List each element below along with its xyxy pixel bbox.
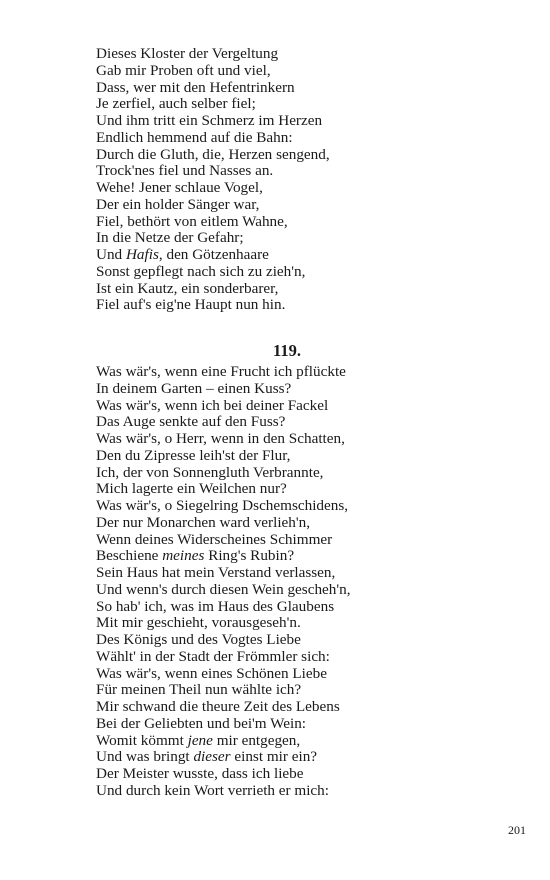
poem-line: Dieses Kloster der Vergeltung [96,45,279,62]
poem-line: Den du Zipresse leih'st der Flur, [96,446,291,464]
emphasized-word: jene [187,731,213,749]
emphasized-word: Hafis [125,246,159,263]
poem-line: In deinem Garten – einen Kuss? [96,379,292,397]
poem-line: Dass, wer mit den Hefentrinkern [96,78,295,96]
poem-line: Das Auge senkte auf den Fuss? [96,413,286,431]
poem-line: Mit mir geschieht, vorausgeseh'n. [96,614,301,632]
poem-line: Wählt' in der Stadt der Frömmler sich: [96,647,330,665]
poem-line: Trock'nes fiel und Nasses an. [96,162,274,180]
poem-line: Was wär's, wenn eines Schönen Liebe [96,664,327,682]
poem-line: Der nur Monarchen ward verlieh'n, [96,513,311,531]
poem-line: Mich lagerte ein Weilchen nur? [96,480,287,498]
poem-line: Sonst gepflegt nach sich zu zieh'n, [96,262,306,280]
poem-line: Für meinen Theil nun wählte ich? [96,681,302,699]
poem-line: Was wär's, o Herr, wenn in den Schatten, [96,430,345,447]
poem-line: Bei der Geliebten und bei'm Wein: [96,714,307,732]
poem-line: Ist ein Kautz, ein sonderbarer, [96,279,279,297]
poem-number: 119. [273,341,301,360]
poem-line: Mir schwand die theure Zeit des Lebens [96,698,340,715]
poem-line: Des Königs und des Vogtes Liebe [96,631,301,648]
poem-line: Was wär's, o Siegelring Dschemschidens, [96,497,349,514]
poem-line: Was wär's, wenn eine Frucht ich pflückte [96,363,346,380]
poem-119-text [96,364,351,800]
emphasized-word: meines [162,547,205,565]
poem-line: Der ein holder Sänger war, [96,195,260,213]
poem-line: Und durch kein Wort verrieth er mich: [96,781,329,799]
poem-line: Was wär's, wenn ich bei deiner Fackel [96,396,329,414]
poem-line: Wehe! Jener schlaue Vogel, [96,179,263,196]
poem-line: Fiel auf's eig'ne Haupt nun hin. [96,296,286,314]
poem-line: Sein Haus hat mein Verstand verlassen, [96,564,336,581]
poem-line: Endlich hemmend auf die Bahn: [96,128,293,146]
poem-fragment [96,46,330,314]
poem-line: Womit kömmt jene mir entgegen, [96,731,301,749]
poem-line: Ich, der von Sonnengluth Verbrannte, [96,463,324,481]
emphasized-word: dieser [193,748,231,766]
poem-line: Je zerfiel, auch selber fiel; [96,95,256,113]
poem-line: Gab mir Proben oft und viel, [96,61,271,79]
poem-line: Und Hafis, den Götzenhaare [96,246,269,263]
poem-line: Fiel, bethört von eitlem Wahne, [96,212,288,230]
poem-line: In die Netze der Gefahr; [96,229,244,247]
poem-line: Und was bringt dieser einst mir ein? [96,748,318,766]
poem-line: Und ihm tritt ein Schmerz im Herzen [96,112,323,129]
poem-line: So hab' ich, was im Haus des Glaubens [96,597,335,615]
poem-line: Beschiene meines Ring's Rubin? [96,547,295,565]
poem-line: Der Meister wusste, dass ich liebe [96,765,304,782]
poem-line: Und wenn's durch diesen Wein gescheh'n, [96,580,351,598]
poem-line: Wenn deines Widerscheines Schimmer [96,530,333,548]
page-number: 201 [508,823,526,837]
poem-line: Durch die Gluth, die, Herzen sengend, [96,145,330,163]
